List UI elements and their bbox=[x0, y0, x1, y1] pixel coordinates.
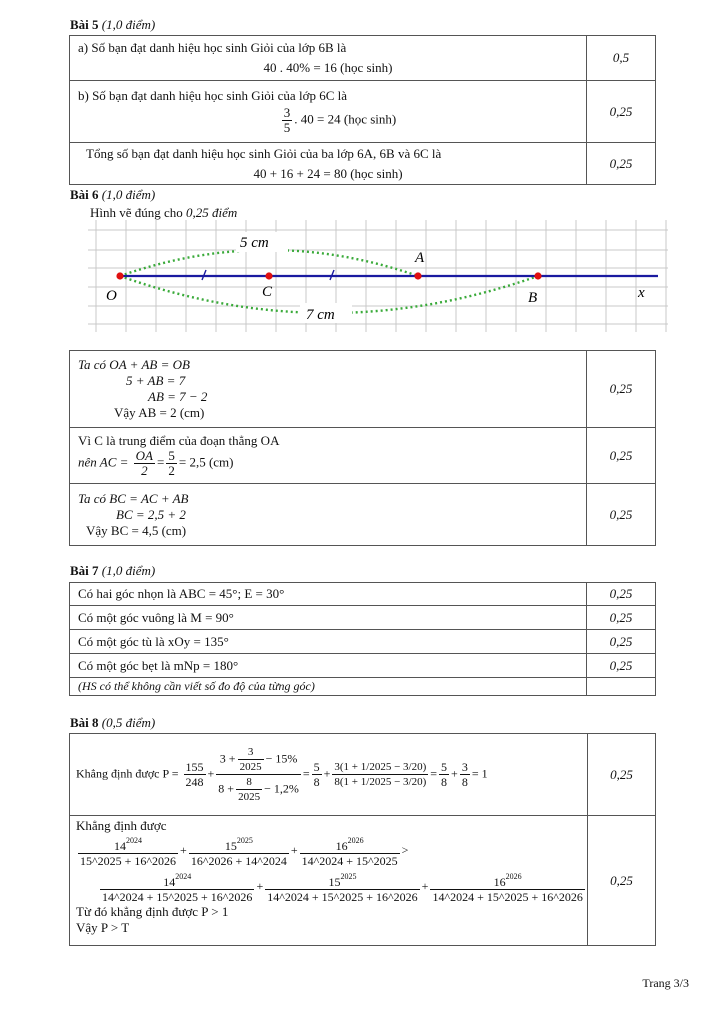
label-B: B bbox=[528, 290, 538, 306]
bai6-r1-score: 0,25 bbox=[587, 351, 656, 428]
frac-OA-2: $\frac{OA}{2}$ bbox=[135, 448, 154, 478]
bai8-row-1: Khẳng định được P = $\frac{155}{248}$ + 3 + $\frac{3}{2025}$ − 15% 8 + $\frac{8}{2025}$ − 1,2% = $\frac{5}{8}$ + $\frac{3(1 + 1/2025 - 3/20)}{8(1 + 1/2025 - 3/20)}$ = $\frac{5}{8}$ + $\frac{3}{8}$ = 1 bbox=[70, 734, 588, 816]
frac-5-2: $\frac{5}{2}$ bbox=[168, 448, 175, 478]
bai7-r4-score: 0,25 bbox=[587, 654, 656, 678]
frac-155-248: $\frac{155}{248}$ bbox=[185, 760, 204, 789]
arc-5cm bbox=[120, 250, 418, 276]
bai7-row-2: Có một góc vuông là M = 90° bbox=[70, 606, 587, 630]
label-x: x bbox=[638, 285, 645, 301]
bai7-r2-score: 0,25 bbox=[587, 606, 656, 630]
bai7-row-4: Có một góc bẹt là mNp = 180° bbox=[70, 654, 587, 678]
frac-complex-1: 3 + $\frac{3}{2025}$ − 15% 8 + $\frac{8}{2025}$ − 1,2% bbox=[218, 746, 299, 803]
label-5cm: 5 cm bbox=[240, 235, 269, 251]
bai5-b-score: 0,25 bbox=[587, 81, 656, 143]
bai8-table bbox=[69, 733, 656, 946]
label-C: C bbox=[262, 284, 273, 300]
bai7-note: (HS có thể không cần viết số đo độ của từng góc) bbox=[70, 678, 587, 696]
page-footer: Trang 3/3 bbox=[642, 976, 689, 990]
frac-15: $\frac{15^{2025}}{16\^{}2026 + 14\^{}2024}$ bbox=[190, 836, 287, 868]
bai7-heading: Bài 7 (1,0 điểm) bbox=[70, 563, 156, 578]
bai6-figure-note: Hình vẽ đúng cho 0,25 điểm bbox=[90, 205, 238, 220]
bai8-row-2: Khẳng định được $\frac{14^{2024}}{15\^{}2025 + 16\^{}2026}$ + $\frac{15^{2025}}{16\^{}2026 + 14\^{}2024}$ + $\frac{16^{2026}}{14\^{}2024 + 15\^{}2025}$ > $\frac{14^{2024}}{14\^{}2024 + 15\^{}2025 + 16\^{}2026}$ + $\frac{15^{2025}}{14\^{}2024 + 15\^{}2025 + 16\^{}2026}$ + $\frac{16^{2026}}{14\^{}2024 + 15\^{}2025 + 16\^{}2026}$ Từ đó khẳng định được P > 1 Vậy P > T bbox=[70, 816, 588, 946]
point-O-dot bbox=[116, 272, 123, 279]
bai5-fraction: $\frac{3}{5}$ bbox=[283, 105, 291, 135]
frac-5-8-b: $\frac{5}{8}$ bbox=[441, 760, 448, 789]
bai6-row-1: Ta có OA + AB = OB 5 + AB = 7 AB = 7 − 2 Vậy AB = 2 (cm) bbox=[70, 351, 587, 428]
bai6-r2-score: 0,25 bbox=[587, 428, 656, 484]
bai7-row-3: Có một góc tù là xOy = 135° bbox=[70, 630, 587, 654]
bai5-heading: Bài 5 (1,0 điểm) bbox=[70, 17, 156, 32]
point-B-dot bbox=[534, 272, 541, 279]
bai5-a-score: 0,5 bbox=[587, 36, 656, 81]
frac-16-sum: $\frac{16^{2026}}{14\^{}2024 + 15\^{}2025 + 16\^{}2026}$ bbox=[432, 872, 583, 904]
bai5-table bbox=[69, 35, 656, 185]
point-A-dot bbox=[414, 272, 421, 279]
frac-complex-2: $\frac{3(1 + 1/2025 - 3/20)}{8(1 + 1/2025 - 3/20)}$ bbox=[334, 761, 427, 788]
label-O: O bbox=[106, 288, 117, 304]
label-A: A bbox=[415, 250, 425, 266]
bai5-row-c: Tổng số bạn đạt danh hiệu học sinh Giỏi của ba lớp 6A, 6B và 6C là 40 + 16 + 24 = 80 (học sinh) bbox=[70, 143, 587, 185]
bai8-heading: Bài 8 (0,5 điểm) bbox=[70, 715, 156, 730]
frac-14-sum: $\frac{14^{2024}}{14\^{}2024 + 15\^{}2025 + 16\^{}2026}$ bbox=[102, 872, 253, 904]
bai7-note-score bbox=[587, 678, 656, 696]
bai6-row-3: Ta có BC = AC + AB BC = 2,5 + 2 Vậy BC = 4,5 (cm) bbox=[70, 484, 587, 546]
frac-16: $\frac{16^{2026}}{14\^{}2024 + 15\^{}2025}$ bbox=[301, 836, 398, 868]
frac-14: $\frac{14^{2024}}{15\^{}2025 + 16\^{}2026}$ bbox=[80, 836, 177, 868]
bai5-c-score: 0,25 bbox=[587, 143, 656, 185]
label-7cm: 7 cm bbox=[306, 307, 335, 323]
bai5-row-b: b) Số bạn đạt danh hiệu học sinh Giỏi của lớp 6C là $\frac{3}{5}$ . 40 = 24 (học sinh) bbox=[70, 81, 587, 143]
bai6-row-2: Vì C là trung điểm của đoạn thẳng OA nên AC = $\frac{OA}{2}$ = $\frac{5}{2}$ = 2,5 (cm) bbox=[70, 428, 587, 484]
bai7-row-1: Có hai góc nhọn là ABC = 45°; E = 30° bbox=[70, 583, 587, 606]
bai6-heading: Bài 6 (1,0 điểm) bbox=[70, 187, 156, 202]
bai8-r1-score: 0,25 bbox=[587, 734, 655, 816]
bai7-r3-score: 0,25 bbox=[587, 630, 656, 654]
frac-3-8: $\frac{3}{8}$ bbox=[461, 760, 468, 789]
bai8-r2-score: 0,25 bbox=[587, 816, 655, 946]
frac-15-sum: $\frac{15^{2025}}{14\^{}2024 + 15\^{}2025 + 16\^{}2026}$ bbox=[267, 872, 418, 904]
point-C-dot bbox=[265, 272, 272, 279]
bai6-table bbox=[69, 350, 656, 546]
bai6-r3-score: 0,25 bbox=[587, 484, 656, 546]
bai5-row-a: a) Số bạn đạt danh hiệu học sinh Giỏi của lớp 6B là 40 . 40% = 16 (học sinh) bbox=[70, 36, 587, 81]
bai6-figure bbox=[88, 220, 668, 332]
frac-5-8-a: $\frac{5}{8}$ bbox=[313, 760, 320, 789]
bai7-r1-score: 0,25 bbox=[587, 583, 656, 606]
bai7-table bbox=[69, 582, 656, 696]
